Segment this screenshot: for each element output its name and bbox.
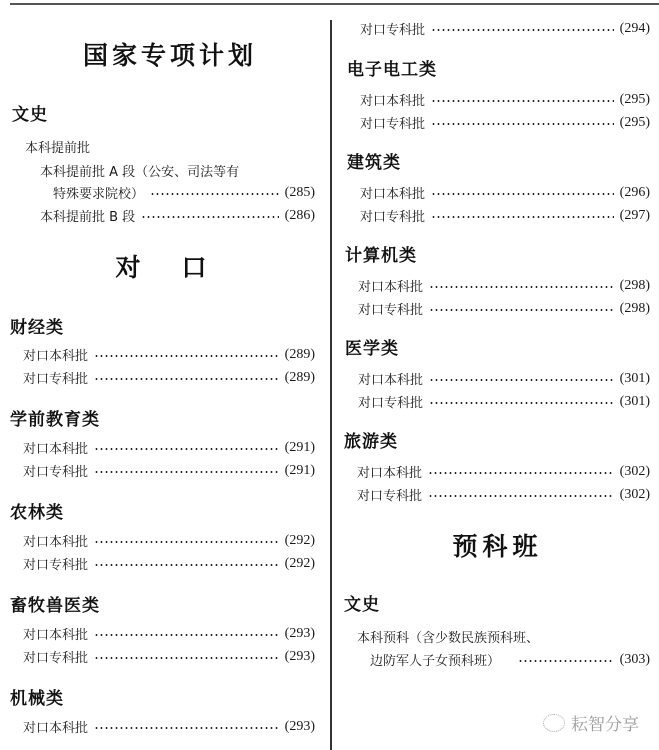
page-number: (291) bbox=[284, 439, 315, 455]
part-title-preparatory: 预科班 bbox=[452, 532, 543, 561]
dot-leader bbox=[518, 660, 614, 662]
toc-entry[interactable] bbox=[23, 368, 315, 387]
watermark bbox=[543, 710, 639, 735]
toc-entry[interactable] bbox=[360, 183, 650, 202]
page-number: (293) bbox=[284, 718, 315, 734]
category-title: 机械类 bbox=[10, 689, 64, 709]
toc-entry[interactable] bbox=[23, 647, 315, 666]
category-title: 医学类 bbox=[345, 339, 399, 359]
dot-leader bbox=[94, 564, 279, 566]
toc-entry-label: 边防军人子女预科班） bbox=[370, 654, 501, 669]
toc-entry-label: 对口专科批 bbox=[23, 465, 89, 480]
page-number: (289) bbox=[284, 346, 315, 362]
dot-leader bbox=[150, 193, 279, 195]
page-number: (292) bbox=[284, 555, 315, 571]
toc-entry[interactable] bbox=[357, 462, 650, 481]
toc-entry-label: 对口本科批 bbox=[23, 628, 89, 643]
column-divider bbox=[330, 20, 332, 750]
toc-entry[interactable] bbox=[358, 392, 650, 411]
page-number: (302) bbox=[619, 486, 650, 502]
section-title-wenshi: 文史 bbox=[344, 595, 380, 615]
watermark-text: 耘智分享 bbox=[571, 715, 639, 735]
toc-entry[interactable] bbox=[23, 554, 315, 573]
category-title: 旅游类 bbox=[344, 432, 398, 452]
toc-entry[interactable] bbox=[360, 90, 650, 109]
dot-leader bbox=[94, 378, 279, 380]
dot-leader bbox=[429, 309, 614, 311]
toc-entry[interactable] bbox=[358, 299, 650, 318]
top-rule bbox=[10, 3, 659, 5]
toc-entry[interactable] bbox=[23, 345, 315, 364]
toc-entry[interactable] bbox=[23, 531, 315, 550]
dot-leader bbox=[429, 379, 614, 381]
dot-leader bbox=[431, 100, 614, 102]
dot-leader bbox=[94, 657, 279, 659]
dot-leader bbox=[431, 216, 614, 218]
toc-entry-label: 对口专科批 bbox=[23, 651, 89, 666]
toc-entry[interactable] bbox=[358, 369, 650, 388]
toc-entry-label: 对口本科批 bbox=[357, 466, 423, 481]
toc-entry-label: 对口专科批 bbox=[358, 396, 424, 411]
toc-entry-label: 对口专科批 bbox=[357, 489, 423, 504]
dot-leader bbox=[94, 448, 279, 450]
toc-entry-label: 对口本科批 bbox=[23, 721, 89, 736]
toc-entry-label: 对口本科批 bbox=[23, 349, 89, 364]
page-number: (295) bbox=[619, 91, 650, 107]
toc-entry-label: 本科提前批 B 段 bbox=[40, 210, 136, 225]
dot-leader bbox=[429, 286, 614, 288]
toc-entry[interactable] bbox=[23, 461, 315, 480]
toc-entry[interactable] bbox=[360, 19, 650, 38]
page-number: (293) bbox=[284, 625, 315, 641]
toc-entry[interactable] bbox=[23, 624, 315, 643]
dot-leader bbox=[428, 495, 614, 497]
toc-entry[interactable] bbox=[357, 485, 650, 504]
page-number: (293) bbox=[284, 648, 315, 664]
toc-entry-label: 对口专科批 bbox=[23, 558, 89, 573]
toc-entry-label: 本科提前批 A 段（公安、司法等有 bbox=[40, 165, 240, 180]
page-number: (294) bbox=[619, 20, 650, 36]
page-number: (298) bbox=[619, 277, 650, 293]
dot-leader bbox=[431, 123, 614, 125]
page-number: (301) bbox=[619, 393, 650, 409]
dot-leader bbox=[94, 541, 279, 543]
dot-leader bbox=[431, 29, 614, 31]
page-number: (302) bbox=[619, 463, 650, 479]
category-title: 农林类 bbox=[10, 503, 64, 523]
toc-entry[interactable] bbox=[23, 438, 315, 457]
page-number: (298) bbox=[619, 300, 650, 316]
dot-leader bbox=[428, 472, 614, 474]
category-title: 建筑类 bbox=[347, 153, 401, 173]
toc-entry[interactable] bbox=[53, 183, 315, 202]
wechat-icon bbox=[543, 714, 565, 732]
page-number: (301) bbox=[619, 370, 650, 386]
category-title: 计算机类 bbox=[345, 246, 417, 266]
dot-leader bbox=[94, 727, 279, 729]
part-title-national-plan: 国家专项计划 bbox=[82, 41, 257, 70]
page-number: (296) bbox=[619, 184, 650, 200]
toc-entry-label: 对口本科批 bbox=[358, 280, 424, 295]
toc-entry-label: 对口本科批 bbox=[358, 373, 424, 388]
page-number: (297) bbox=[619, 207, 650, 223]
dot-leader bbox=[429, 402, 614, 404]
toc-entry[interactable] bbox=[40, 206, 315, 225]
toc-entry-label: 特殊要求院校） bbox=[53, 187, 145, 202]
section-title-wenshi: 文史 bbox=[12, 105, 48, 125]
group-title-early-batch: 本科提前批 bbox=[25, 141, 91, 156]
toc-entry[interactable] bbox=[358, 276, 650, 295]
page-number: (291) bbox=[284, 462, 315, 478]
toc-entry-label: 对口专科批 bbox=[360, 210, 426, 225]
toc-entry[interactable] bbox=[360, 206, 650, 225]
category-title: 畜牧兽医类 bbox=[10, 596, 100, 616]
page-number: (285) bbox=[284, 184, 315, 200]
category-title: 电子电工类 bbox=[347, 60, 437, 80]
toc-entry[interactable] bbox=[360, 113, 650, 132]
page-number: (292) bbox=[284, 532, 315, 548]
page-number: (295) bbox=[619, 114, 650, 130]
dot-leader bbox=[94, 634, 279, 636]
toc-entry-label: 对口本科批 bbox=[360, 94, 426, 109]
toc-entry-label: 对口本科批 bbox=[23, 442, 89, 457]
dot-leader bbox=[431, 193, 614, 195]
toc-entry-label: 对口本科批 bbox=[360, 187, 426, 202]
page-number: (289) bbox=[284, 369, 315, 385]
dot-leader bbox=[94, 471, 279, 473]
part-title-duikou: 对 口 bbox=[115, 253, 215, 282]
toc-entry[interactable] bbox=[23, 717, 315, 736]
toc-entry-label: 对口专科批 bbox=[360, 23, 426, 38]
category-title: 财经类 bbox=[10, 318, 64, 338]
toc-entry-label: 对口专科批 bbox=[358, 303, 424, 318]
page-number: (303) bbox=[619, 651, 650, 667]
dot-leader bbox=[94, 355, 279, 357]
dot-leader bbox=[141, 216, 278, 218]
page-number: (286) bbox=[284, 207, 315, 223]
toc-entry[interactable] bbox=[370, 650, 650, 669]
toc-entry-label: 对口专科批 bbox=[23, 372, 89, 387]
toc-entry-label: 对口专科批 bbox=[360, 117, 426, 132]
toc-entry-label: 本科预科（含少数民族预科班、 bbox=[357, 631, 540, 646]
toc-entry-label: 对口本科批 bbox=[23, 535, 89, 550]
category-title: 学前教育类 bbox=[10, 410, 100, 430]
